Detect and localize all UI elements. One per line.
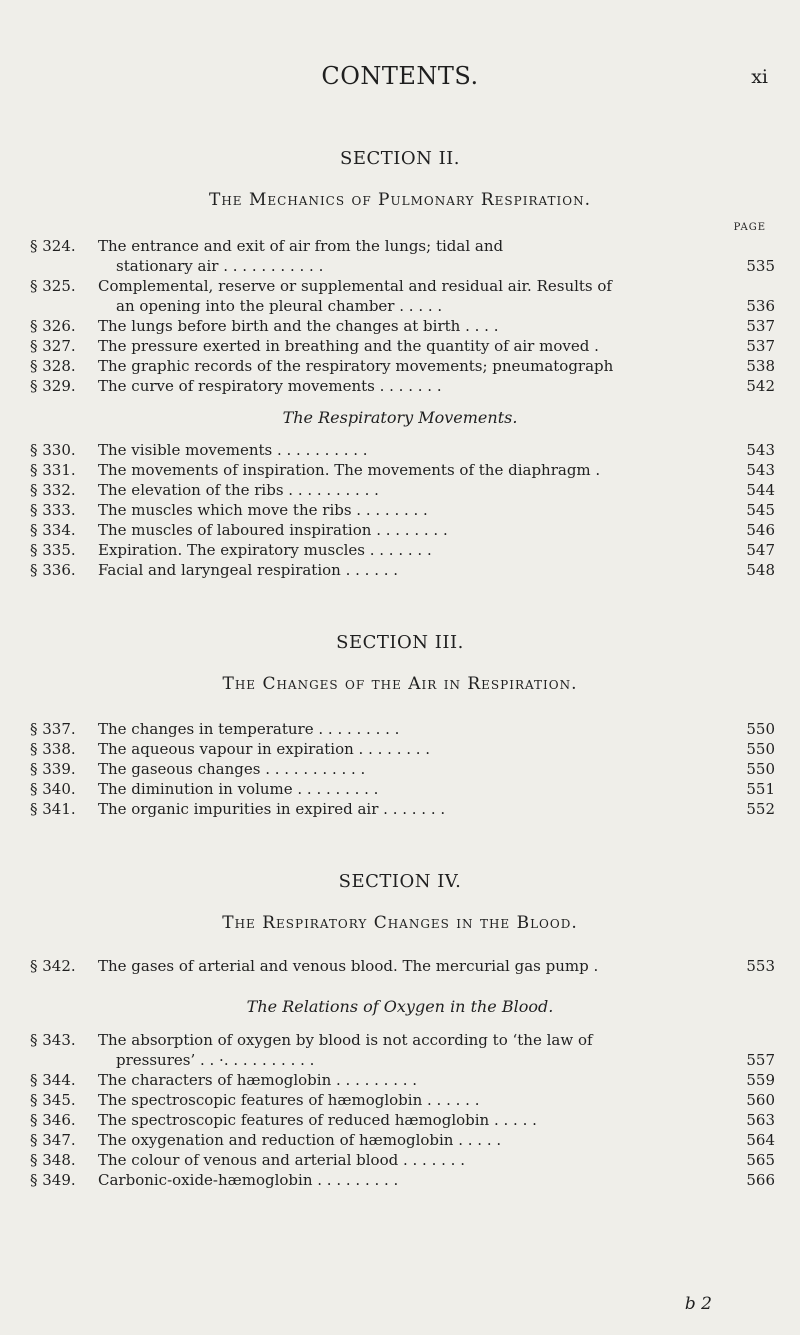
entry-title: The movements of inspiration. The movements of the diaphragm . xyxy=(98,461,601,479)
entry-title: The muscles which move the ribs . . . . . . . . xyxy=(98,501,428,519)
entry-title: The changes in temperature . . . . . . . . . xyxy=(98,720,400,738)
entry-page: 552 xyxy=(746,800,775,818)
entry-title: Complemental, reserve or supplemental and residual air. Results of an opening into the pleural chamber . . . . . xyxy=(98,277,612,315)
entry-title: The organic impurities in expired air . . . . . . . xyxy=(98,800,446,818)
entry-page: 545 xyxy=(746,501,775,519)
page-column-label: PAGE xyxy=(733,222,766,233)
entry-number: § 334. xyxy=(30,521,76,539)
entry-title: The colour of venous and arterial blood . . . . . . . xyxy=(98,1151,465,1169)
entry-page: 537 xyxy=(746,317,775,335)
entry-page: 547 xyxy=(746,541,775,559)
entry-title: Expiration. The expiratory muscles . . . . . . . xyxy=(98,541,432,559)
entry-page: 550 xyxy=(746,760,775,778)
section-heading: SECTION IV. xyxy=(338,871,462,892)
entry-title: The spectroscopic features of reduced hæmoglobin . . . . . xyxy=(98,1111,537,1129)
entry-title: The gaseous changes . . . . . . . . . . . xyxy=(98,760,366,778)
entry-page: 560 xyxy=(746,1091,775,1109)
entry-number: § 349. xyxy=(30,1171,76,1189)
entry-page: 559 xyxy=(746,1071,775,1089)
entry-number: § 333. xyxy=(30,501,76,519)
section-heading: SECTION II. xyxy=(339,148,461,169)
entry-number: § 336. xyxy=(30,561,76,579)
entry-page: 563 xyxy=(746,1111,775,1129)
entry-number: § 328. xyxy=(30,357,76,375)
entry-number: § 332. xyxy=(30,481,76,499)
entry-number: § 345. xyxy=(30,1091,76,1109)
entry-page: 550 xyxy=(746,740,775,758)
entry-title: The oxygenation and reduction of hæmoglobin . . . . . xyxy=(98,1131,502,1149)
entry-page: 542 xyxy=(746,377,775,395)
section-subtitle: The Respiratory Changes in the Blood. xyxy=(222,913,578,933)
entry-title: The curve of respiratory movements . . . . . . . xyxy=(98,377,442,395)
entry-page: 546 xyxy=(746,521,775,539)
section-subtitle: The Changes of the Air in Respiration. xyxy=(222,674,578,694)
section-heading: SECTION III. xyxy=(336,632,464,653)
section-subtitle: The Mechanics of Pulmonary Respiration. xyxy=(209,190,591,210)
entry-title: The absorption of oxygen by blood is not according to ‘the law of pressures’ . . ·. . . . . . . . . . xyxy=(98,1031,593,1069)
entry-title: The characters of hæmoglobin . . . . . . . . . xyxy=(98,1071,418,1089)
entry-title: Facial and laryngeal respiration . . . . . . xyxy=(98,561,399,579)
entry-page: 551 xyxy=(746,780,775,798)
entry-number: § 330. xyxy=(30,441,76,459)
entry-number: § 326. xyxy=(30,317,76,335)
entry-page: 544 xyxy=(746,481,775,499)
entry-page: 543 xyxy=(746,441,775,459)
entry-page: 548 xyxy=(746,561,775,579)
entry-page: 550 xyxy=(746,720,775,738)
entry-title: The lungs before birth and the changes at birth . . . . xyxy=(98,317,499,335)
signature-mark: b 2 xyxy=(684,1294,712,1314)
subsection-heading: The Respiratory Movements. xyxy=(282,408,518,427)
entry-page: 537 xyxy=(746,337,775,355)
running-head: CONTENTS. xyxy=(321,62,479,90)
page-number: xi xyxy=(751,66,768,88)
entry-page: 543 xyxy=(746,461,775,479)
entry-number: § 331. xyxy=(30,461,76,479)
entry-title: The pressure exerted in breathing and the quantity of air moved . xyxy=(98,337,599,355)
entry-page: 535 xyxy=(746,257,775,275)
entry-title: The spectroscopic features of hæmoglobin . . . . . . xyxy=(98,1091,480,1109)
entry-page: 564 xyxy=(746,1131,775,1149)
entry-number: § 325. xyxy=(30,277,76,295)
entry-number: § 348. xyxy=(30,1151,76,1169)
entry-page: 565 xyxy=(746,1151,775,1169)
entry-number: § 346. xyxy=(30,1111,76,1129)
entry-number: § 344. xyxy=(30,1071,76,1089)
entry-page: 566 xyxy=(746,1171,775,1189)
entry-number: § 337. xyxy=(30,720,76,738)
entry-title: The aqueous vapour in expiration . . . . . . . . xyxy=(98,740,431,758)
entry-number: § 327. xyxy=(30,337,76,355)
entry-page: 538 xyxy=(746,357,775,375)
entry-number: § 335. xyxy=(30,541,76,559)
entry-title: The diminution in volume . . . . . . . . . xyxy=(98,780,379,798)
entry-number: § 329. xyxy=(30,377,76,395)
entry-number: § 341. xyxy=(30,800,76,818)
entry-title: The graphic records of the respiratory movements; pneumatograph xyxy=(98,357,614,375)
entry-page: 536 xyxy=(746,297,775,315)
subsection-heading: The Relations of Oxygen in the Blood. xyxy=(246,997,554,1016)
entry-title: Carbonic-oxide-hæmoglobin . . . . . . . . . xyxy=(98,1171,399,1189)
entry-title: The elevation of the ribs . . . . . . . . . . xyxy=(98,481,379,499)
entry-title: The gases of arterial and venous blood. The mercurial gas pump . xyxy=(98,957,599,975)
entry-page: 557 xyxy=(746,1051,775,1069)
entry-title: The entrance and exit of air from the lungs; tidal and stationary air . . . . . . . . . . . xyxy=(98,237,504,275)
entry-number: § 347. xyxy=(30,1131,76,1149)
entry-number: § 342. xyxy=(30,957,76,975)
entry-title: The muscles of laboured inspiration . . . . . . . . xyxy=(98,521,448,539)
entry-number: § 324. xyxy=(30,237,76,255)
entry-page: 553 xyxy=(746,957,775,975)
entry-title: The visible movements . . . . . . . . . . xyxy=(98,441,368,459)
entry-number: § 339. xyxy=(30,760,76,778)
entry-number: § 338. xyxy=(30,740,76,758)
entry-number: § 343. xyxy=(30,1031,76,1049)
entry-number: § 340. xyxy=(30,780,76,798)
